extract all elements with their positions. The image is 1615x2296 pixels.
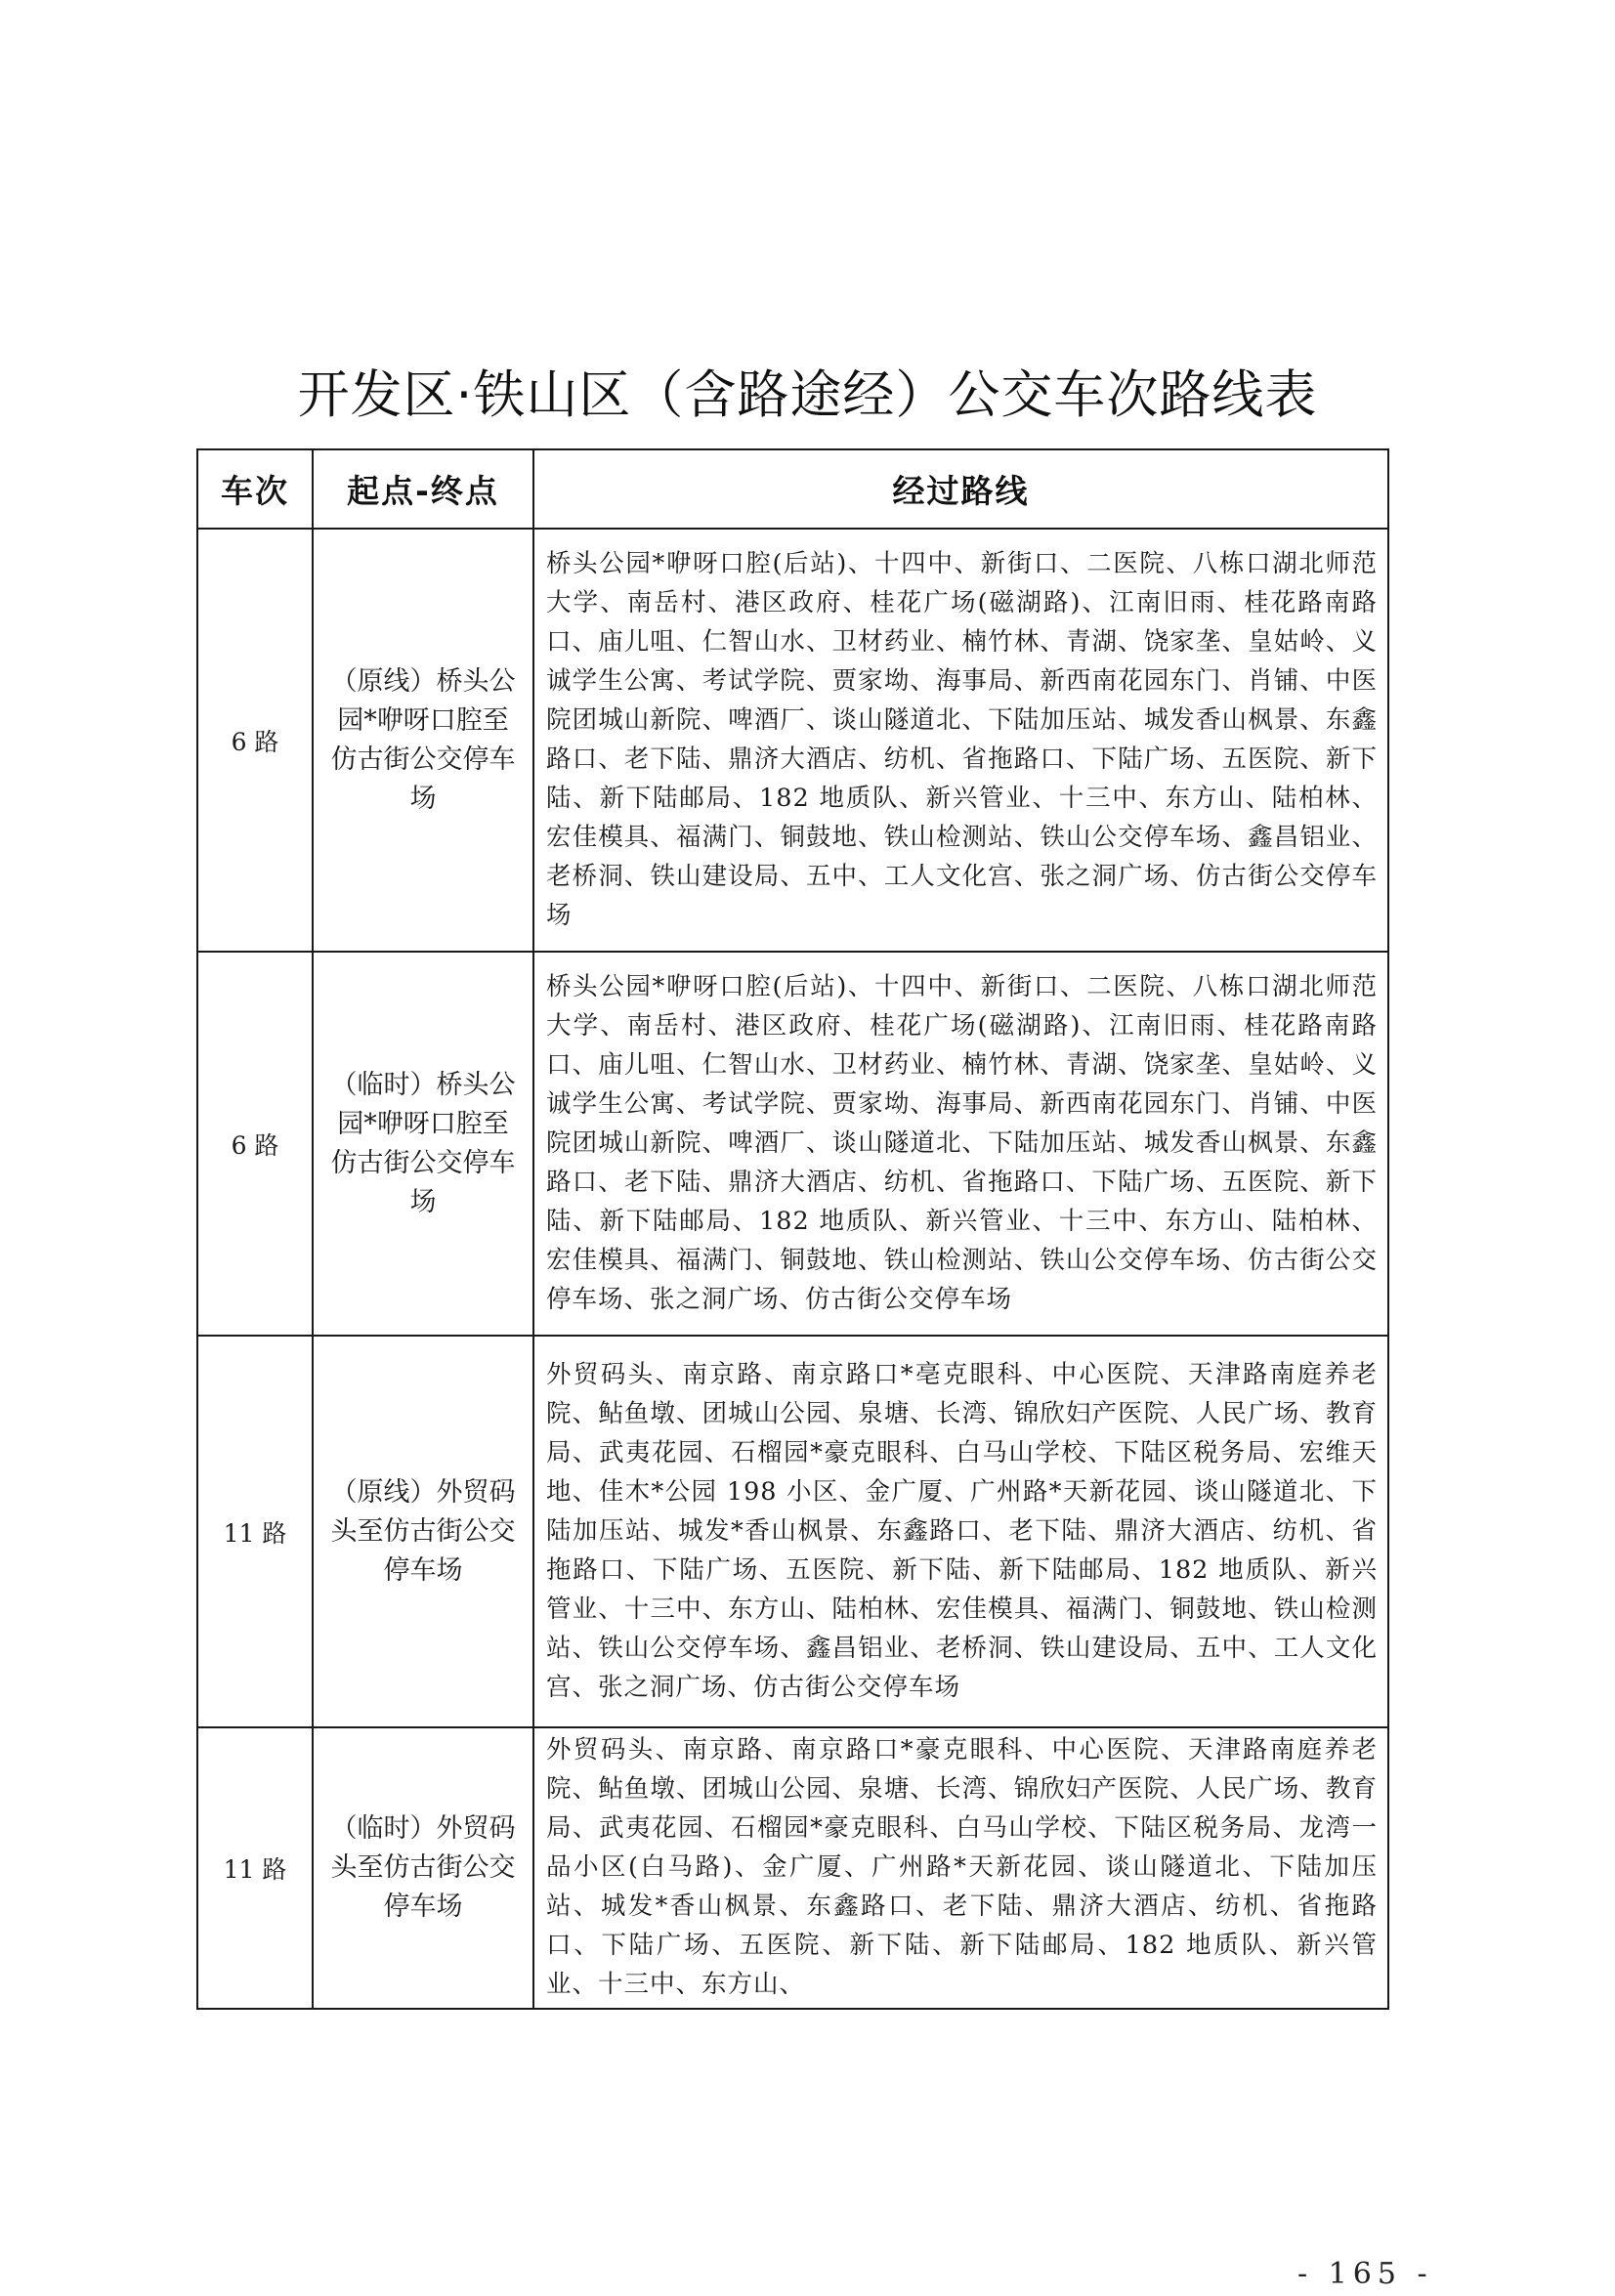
route-number-cell: 11 路 xyxy=(197,1727,313,2009)
route-number-cell: 6 路 xyxy=(197,529,313,952)
header-start-end: 起点-终点 xyxy=(313,449,533,529)
start-end-cell: （临时）外贸码头至仿古街公交停车场 xyxy=(313,1727,533,2009)
via-route-cell: 外贸码头、南京路、南京路口*豪克眼科、中心医院、天津路南庭养老院、鲇鱼墩、团城山公园、泉塘、长湾、锦欣妇产医院、人民广场、教育局、武夷花园、石榴园*豪克眼科、白马山学校、下陆区税务局、龙湾一品小区(白马路)、金广厦、广州路*天新花园、谈山隧道北、下陆加压站、城发*香山枫景、东鑫路口、老下陆、鼎济大酒店、纺机、省拖路口、下陆广场、五医院、新下陆、新下陆邮局、182 地质队、新兴管业、十三中、东方山、 xyxy=(533,1727,1388,2009)
via-route-cell: 外贸码头、南京路、南京路口*亳克眼科、中心医院、天津路南庭养老院、鲇鱼墩、团城山公园、泉塘、长湾、锦欣妇产医院、人民广场、教育局、武夷花园、石榴园*豪克眼科、白马山学校、下陆区税务局、宏维天地、佳木*公园 198 小区、金广厦、广州路*天新花园、谈山隧道北、下陆加压站、城发*香山枫景、东鑫路口、老下陆、鼎济大酒店、纺机、省拖路口、下陆广场、五医院、新下陆、新下陆邮局、182 地质队、新兴管业、十三中、东方山、陆柏林、宏佳模具、福满门、铜鼓地、铁山检测站、铁山公交停车场、鑫昌铝业、老桥洞、铁山建设局、五中、工人文化宫、张之洞广场、仿古街公交停车场 xyxy=(533,1336,1388,1727)
start-end-cell: （临时）桥头公园*咿呀口腔至仿古街公交停车场 xyxy=(313,952,533,1336)
table-row xyxy=(197,1727,1388,2009)
bus-route-table xyxy=(196,448,1389,2010)
start-end-cell: （原线）桥头公园*咿呀口腔至仿古街公交停车场 xyxy=(313,529,533,952)
page-number: - 165 - xyxy=(1297,2257,1433,2291)
table-header-row xyxy=(197,449,1388,529)
via-route-cell: 桥头公园*咿呀口腔(后站)、十四中、新街口、二医院、八栋口湖北师范大学、南岳村、港区政府、桂花广场(磁湖路)、江南旧雨、桂花路南路口、庙儿咀、仁智山水、卫材药业、楠竹林、青湖、饶家垄、皇姑岭、义诚学生公寓、考试学院、贾家坳、海事局、新西南花园东门、肖铺、中医院团城山新院、啤酒厂、谈山隧道北、下陆加压站、城发香山枫景、东鑫路口、老下陆、鼎济大酒店、纺机、省拖路口、下陆广场、五医院、新下陆、新下陆邮局、182 地质队、新兴管业、十三中、东方山、陆柏林、宏佳模具、福满门、铜鼓地、铁山检测站、铁山公交停车场、仿古街公交停车场、张之洞广场、仿古街公交停车场 xyxy=(533,952,1388,1336)
page-title: 开发区·铁山区（含路途经）公交车次路线表 xyxy=(297,365,1318,425)
table-row xyxy=(197,529,1388,952)
via-route-cell: 桥头公园*咿呀口腔(后站)、十四中、新街口、二医院、八栋口湖北师范大学、南岳村、港区政府、桂花广场(磁湖路)、江南旧雨、桂花路南路口、庙儿咀、仁智山水、卫材药业、楠竹林、青湖、饶家垄、皇姑岭、义诚学生公寓、考试学院、贾家坳、海事局、新西南花园东门、肖铺、中医院团城山新院、啤酒厂、谈山隧道北、下陆加压站、城发香山枫景、东鑫路口、老下陆、鼎济大酒店、纺机、省拖路口、下陆广场、五医院、新下陆、新下陆邮局、182 地质队、新兴管业、十三中、东方山、陆柏林、宏佳模具、福满门、铜鼓地、铁山检测站、铁山公交停车场、鑫昌铝业、老桥洞、铁山建设局、五中、工人文化宫、张之洞广场、仿古街公交停车场 xyxy=(533,529,1388,952)
route-number-cell: 6 路 xyxy=(197,952,313,1336)
table-row xyxy=(197,1336,1388,1727)
start-end-cell: （原线）外贸码头至仿古街公交停车场 xyxy=(313,1336,533,1727)
header-route-number: 车次 xyxy=(197,449,313,529)
route-number-cell: 11 路 xyxy=(197,1336,313,1727)
header-via-route: 经过路线 xyxy=(533,449,1388,529)
table-row xyxy=(197,952,1388,1336)
